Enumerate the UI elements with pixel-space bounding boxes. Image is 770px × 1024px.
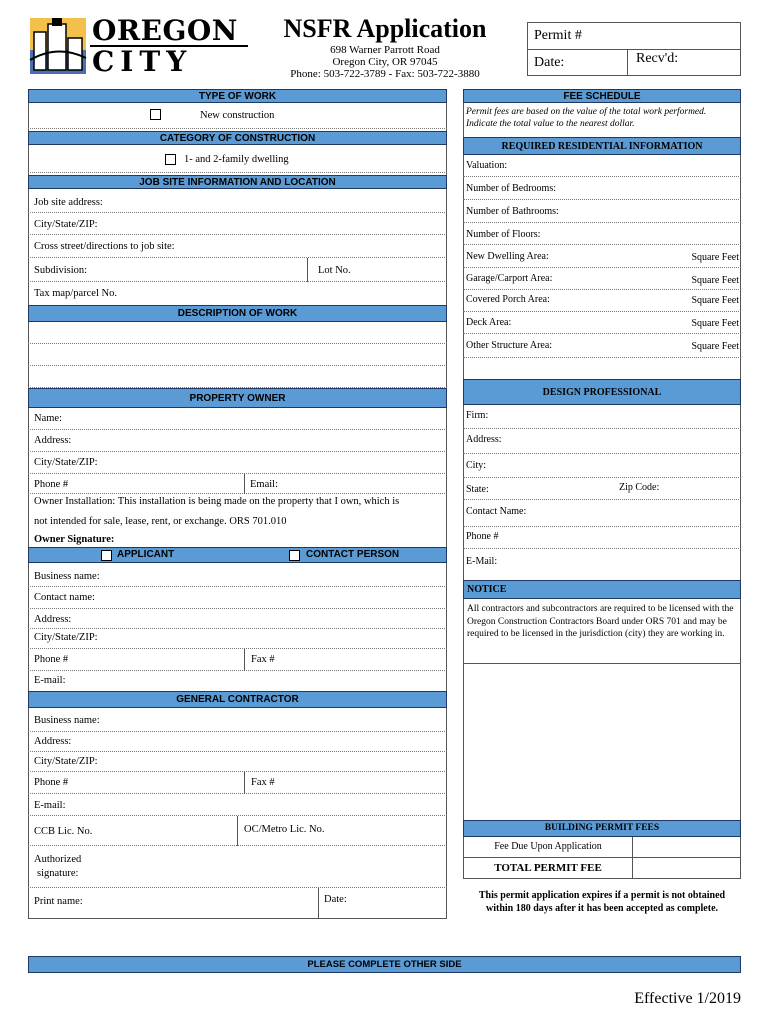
app-city-field[interactable] <box>28 629 447 649</box>
dp-state-field[interactable] <box>463 478 741 500</box>
job-city-field[interactable] <box>28 213 447 235</box>
new-construction-label: New construction <box>200 110 275 121</box>
logo-city: CITY <box>92 45 193 78</box>
total-fee-amount[interactable] <box>633 858 741 879</box>
valuation-field[interactable] <box>463 155 741 177</box>
dp-email-label: E-Mail: <box>466 556 498 567</box>
logo-oregon: OREGON <box>92 14 238 47</box>
fee-due-row <box>463 837 741 858</box>
owner-phone-label: Phone # <box>34 479 69 490</box>
gc-business-field[interactable] <box>28 708 447 732</box>
applicant-contact-header <box>28 547 447 563</box>
design-professional-header: DESIGN PROFESSIONAL <box>463 379 741 405</box>
permit-number-field[interactable] <box>528 23 740 50</box>
permit-label: Permit # <box>534 28 582 43</box>
job-site-header: JOB SITE INFORMATION AND LOCATION <box>28 175 447 189</box>
property-owner-header: PROPERTY OWNER <box>28 388 447 408</box>
app-city-label: City/State/ZIP: <box>34 632 98 643</box>
owner-name-label: Name: <box>34 413 62 424</box>
tax-map-label: Tax map/parcel No. <box>34 288 117 299</box>
date-label: Date: <box>534 55 565 70</box>
dp-contact-field[interactable] <box>463 500 741 527</box>
valuation-label: Valuation: <box>466 160 508 171</box>
notice-header: NOTICE <box>463 580 741 599</box>
fee-due-label: Fee Due Upon Application <box>494 841 602 852</box>
lot-divider <box>307 258 308 282</box>
address-line-2: Oregon City, OR 97045 <box>332 56 438 68</box>
subdivision-field[interactable] <box>28 258 447 282</box>
app-fax-label: Fax # <box>251 654 275 665</box>
tax-map-field[interactable] <box>28 282 447 305</box>
gc-address-field[interactable] <box>28 732 447 752</box>
deck-field[interactable] <box>463 312 741 334</box>
dp-phone-field[interactable] <box>463 527 741 549</box>
gc-phone-field[interactable] <box>28 772 447 794</box>
required-residential-header: REQUIRED RESIDENTIAL INFORMATION <box>463 137 741 155</box>
address-line-1: 698 Warner Parrott Road <box>330 44 440 56</box>
firm-label: Firm: <box>466 410 489 421</box>
app-address-field[interactable] <box>28 609 447 629</box>
gc-city-label: City/State/ZIP: <box>34 756 98 767</box>
description-line-3[interactable] <box>28 366 447 388</box>
total-fee-row <box>463 858 741 879</box>
type-of-work-header: TYPE OF WORK <box>28 89 447 103</box>
new-dwelling-unit: Square Feet <box>691 252 739 263</box>
dp-address-label: Address: <box>466 434 502 445</box>
new-dwelling-field[interactable] <box>463 245 741 268</box>
owner-address-field[interactable] <box>28 430 447 452</box>
garage-label: Garage/Carport Area: <box>466 273 553 284</box>
authorized-label: Authorized <box>34 854 82 865</box>
expires-text-2: within 180 days after it has been accepted as complete. <box>485 903 719 914</box>
other-structure-label: Other Structure Area: <box>466 340 553 351</box>
building-permit-fees-header: BUILDING PERMIT FEES <box>463 820 741 837</box>
recvd-field[interactable] <box>628 50 740 75</box>
app-email-label: E-mail: <box>34 675 66 686</box>
dp-city-field[interactable] <box>463 454 741 478</box>
oc-metro-label: OC/Metro Lic. No. <box>244 824 325 835</box>
new-dwelling-label: New Dwelling Area: <box>466 251 549 262</box>
job-site-address-label: Job site address: <box>34 197 103 208</box>
bedrooms-field[interactable] <box>463 177 741 200</box>
ccb-label: CCB Lic. No. <box>34 826 93 837</box>
owner-name-field[interactable] <box>28 408 447 430</box>
bedrooms-label: Number of Bedrooms: <box>466 183 556 194</box>
dp-state-label: State: <box>466 484 489 495</box>
phone-email-divider <box>244 474 245 494</box>
family-dwelling-row <box>28 145 447 173</box>
new-construction-checkbox[interactable] <box>150 109 161 120</box>
new-construction-row <box>28 103 447 129</box>
app-address-label: Address: <box>34 614 72 625</box>
gc-email-field[interactable] <box>28 794 447 816</box>
date-field[interactable] <box>528 50 628 75</box>
job-city-label: City/State/ZIP: <box>34 219 98 230</box>
app-contact-field[interactable] <box>28 587 447 609</box>
porch-label: Covered Porch Area: <box>466 294 550 305</box>
description-line-2[interactable] <box>28 344 447 366</box>
bathrooms-field[interactable] <box>463 200 741 223</box>
print-date-divider <box>318 888 319 918</box>
floors-label: Number of Floors: <box>466 229 541 240</box>
print-name-field[interactable] <box>28 888 447 918</box>
app-business-label: Business name: <box>34 571 100 582</box>
description-line-1[interactable] <box>28 322 447 344</box>
porch-field[interactable] <box>463 290 741 312</box>
owner-install-text-1: Owner Installation: This installation is being made on the property that I own, which is <box>34 496 400 507</box>
cross-street-field[interactable] <box>28 235 447 258</box>
other-structure-unit: Square Feet <box>691 341 739 352</box>
description-header: DESCRIPTION OF WORK <box>28 305 447 322</box>
contact-person-checkbox[interactable] <box>289 550 300 561</box>
dp-address-field[interactable] <box>463 429 741 454</box>
porch-unit: Square Feet <box>691 295 739 306</box>
page-title: NSFR Application <box>283 14 487 43</box>
dp-city-label: City: <box>466 460 487 471</box>
app-phone-divider <box>244 649 245 671</box>
notice-box <box>463 599 741 664</box>
dp-email-field[interactable] <box>463 549 741 580</box>
general-contractor-header: GENERAL CONTRACTOR <box>28 691 447 708</box>
applicant-checkbox[interactable] <box>101 550 112 561</box>
contact-person-label: CONTACT PERSON <box>306 549 400 560</box>
garage-unit: Square Feet <box>691 275 739 286</box>
deck-label: Deck Area: <box>466 317 512 328</box>
other-structure-field[interactable] <box>463 334 741 358</box>
lot-no-label: Lot No. <box>318 265 351 276</box>
ccb-divider <box>237 816 238 846</box>
app-contact-label: Contact name: <box>34 592 95 603</box>
print-name-label: Print name: <box>34 896 83 907</box>
family-dwelling-checkbox[interactable] <box>165 154 176 165</box>
owner-signature-label[interactable]: Owner Signature: <box>34 534 115 545</box>
family-dwelling-label: 1- and 2-family dwelling <box>184 154 289 165</box>
app-email-field[interactable] <box>28 671 447 691</box>
fee-schedule-header: FEE SCHEDULE <box>463 89 741 103</box>
category-header: CATEGORY OF CONSTRUCTION <box>28 131 447 145</box>
expires-text-1: This permit application expires if a permit is not obtained <box>478 890 726 901</box>
gc-email-label: E-mail: <box>34 800 66 811</box>
gc-address-label: Address: <box>34 736 72 747</box>
app-phone-field[interactable] <box>28 649 447 671</box>
fee-note: Permit fees are based on the value of the total work performed. Indicate the total value to the nearest dollar. <box>466 107 707 129</box>
right-column-blank <box>463 664 741 820</box>
dp-zip-label: Zip Code: <box>619 482 660 493</box>
phone-fax: Phone: 503-722-3789 - Fax: 503-722-3880 <box>290 68 480 80</box>
gc-phone-label: Phone # <box>34 777 69 788</box>
signature-label: signature: <box>37 868 79 879</box>
recvd-label: Recv'd: <box>636 51 679 66</box>
subdivision-label: Subdivision: <box>34 265 88 276</box>
dp-phone-label: Phone # <box>466 531 499 542</box>
owner-email-label: Email: <box>250 479 278 490</box>
app-business-field[interactable] <box>28 563 447 587</box>
owner-install-text-2: not intended for sale, lease, rent, or exchange. ORS 701.010 <box>34 516 287 527</box>
app-phone-label: Phone # <box>34 654 69 665</box>
dp-contact-label: Contact Name: <box>466 506 527 517</box>
gc-city-field[interactable] <box>28 752 447 772</box>
print-date-label: Date: <box>324 894 347 905</box>
gc-fax-label: Fax # <box>251 777 275 788</box>
total-fee-label: TOTAL PERMIT FEE <box>494 862 602 874</box>
owner-city-label: City/State/ZIP: <box>34 457 98 468</box>
deck-unit: Square Feet <box>691 318 739 329</box>
please-complete-banner: PLEASE COMPLETE OTHER SIDE <box>28 956 741 973</box>
garage-field[interactable] <box>463 268 741 290</box>
job-site-address-field[interactable] <box>28 189 447 213</box>
owner-address-label: Address: <box>34 435 72 446</box>
oregon-city-logo <box>28 14 250 78</box>
gc-phone-divider <box>244 772 245 794</box>
gc-business-label: Business name: <box>34 715 100 726</box>
effective-date: Effective 1/2019 <box>634 990 741 1007</box>
authorized-signature-field[interactable] <box>28 846 447 888</box>
cross-street-label: Cross street/directions to job site: <box>34 241 175 252</box>
floors-field[interactable] <box>463 223 741 245</box>
bathrooms-label: Number of Bathrooms: <box>466 206 559 217</box>
applicant-label: APPLICANT <box>117 549 175 560</box>
permit-box <box>527 22 741 76</box>
fee-due-amount[interactable] <box>633 837 741 858</box>
owner-city-field[interactable] <box>28 452 447 474</box>
notice-text: All contractors and subcontractors are required to be licensed with the Oregon Construction Contractors Board under ORS 701 and may be required to be licensed in the jurisdiction (city) they are working in. <box>467 604 734 639</box>
firm-field[interactable] <box>463 405 741 429</box>
owner-phone-field[interactable] <box>28 474 447 494</box>
